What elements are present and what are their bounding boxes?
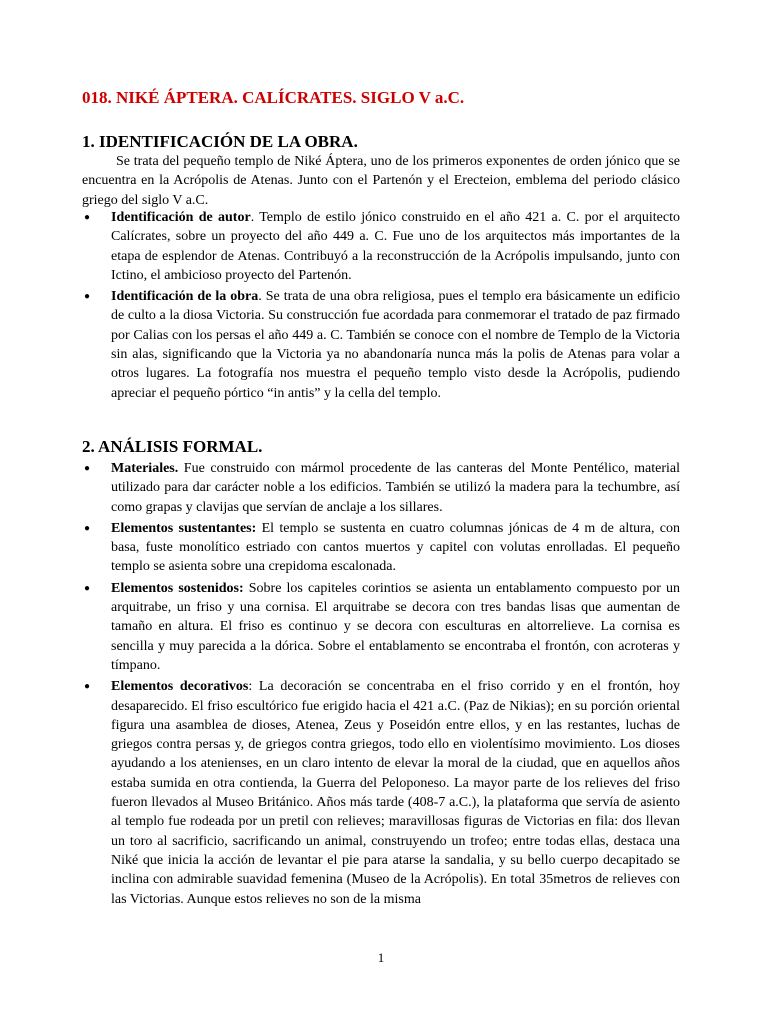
bullet-icon: ● <box>84 463 91 474</box>
section-2-heading: 2. ANÁLISIS FORMAL. <box>82 437 263 456</box>
list-item-obra <box>82 287 680 403</box>
list-item-sostenidos <box>82 579 680 675</box>
bullet-icon: ● <box>84 522 91 534</box>
bullet-icon: ● <box>84 582 91 594</box>
item-label: Identificación de la obra <box>111 289 259 305</box>
list-item-sustentantes <box>82 519 680 577</box>
list-item-materiales <box>82 459 680 517</box>
item-text: . Se trata de una obra religiosa, pues el templo era básicamente un edificio de culto a la diosa Victoria. Su construcción fue acordada para conmemorar el tratado de paz firmado por Calias con los persas el año 449 a. C. También se conoce con el nombre de Templo de la Victoria sin alas, significando que la Victoria ya no abandonaría nunca más la polis de Atenas para volar a otros lugares. La fotografía nos muestra el pequeño templo visto desde la Acrópolis, pudiendo apreciar el pequeño pórtico “in antis” y la cella del templo. <box>111 289 680 401</box>
item-text: Sobre los capiteles corintios se asienta un entablamento compuesto por un arquitrabe, un friso y una cornisa. El arquitrabe se decora con tres bandas lisas que aumentan de tamaño en altura. El friso es continuo y se decora con esculturas en altorrelieve. La cornisa es sencilla y muy parecida a la dórica. Sobre el entablamento se encontraba el frontón, con acroteras y tímpano. <box>111 580 681 673</box>
section-1-intro: Se trata del pequeño templo de Niké Áptera, uno de los primeros exponentes de orden jónico que se encuentra en la Acrópolis de Atenas. Junto con el Partenón y el Erecteion, emblema del periodo clásico griego del siglo V a.C. <box>82 154 680 208</box>
item-text: : La decoración se concentraba en el friso corrido y en el frontón, hoy desaparecido. El friso escultórico fue erigido hacia el 421 a.C. (Paz de Nikias); en su porción oriental figura una asamblea de dioses, Atenea, Zeus y Poseidón entre ellos, y en las restantes, luchas de griegos contra persas y, de griegos contra griegos, todo ello en violentísimo movimiento. Los dioses ayudando a los atenienses, en un claro intento de elevar la moral de la ciudad, que en aquellos años estaba sumida en otra contienda, la Guerra del Peloponeso. La mayor parte de los relieves del friso fueron llevados al Museo Británico. Años más tarde (408-7 a.C.), la plataforma que servía de asiento al templo fue rodeada por un pretil con relieves; maravillosas figuras de Victorias en fila: dos llevan un toro al sacrificio, sacrificando un animal, construyendo un trofeo; entre todas ellas, destaca una Niké que inicia la acción de levantar el pie para atarse la sandalia, y su bello cuerpo decapitado se inclina con admirable suavidad femenina (Museo de la Acrópolis). En total 35metros de relieves con las Victorias. Aunque estos relieves no son de la misma <box>111 679 680 907</box>
page-number: 1 <box>377 950 385 965</box>
item-label: Elementos sustentantes: <box>111 520 257 536</box>
list-item-autor <box>82 208 680 285</box>
bullet-icon: ● <box>84 291 91 303</box>
item-text: Fue construido con mármol procedente de las canteras del Monte Pentélico, material utilizado para dar carácter noble a los edificios. También se utilizó la madera para la techumbre, así como grapas y clavijas que servían de anclaje a los sillares. <box>111 461 680 515</box>
item-text: . Templo de estilo jónico construido en el año 421 a. C. por el arquitecto Calícrates, sobre un proyecto del año 449 a. C. Fue uno de los arquitectos más importantes de la etapa de esplendor de Atenas. Contribuyó a la reconstrucción de la Acrópolis impulsando, junto con Ictino, el ambicioso proyecto del Partenón. <box>111 210 680 283</box>
section-2-list <box>82 459 680 911</box>
bullet-icon: ● <box>84 212 91 223</box>
section-1-list <box>82 208 680 405</box>
item-label: Identificación de autor <box>111 210 251 225</box>
list-item-decorativos <box>82 677 680 909</box>
document-title: 018. NIKÉ ÁPTERA. CALÍCRATES. SIGLO V a.C. <box>82 88 465 107</box>
section-1-heading: 1. IDENTIFICACIÓN DE LA OBRA. <box>82 132 358 151</box>
bullet-icon: ● <box>84 681 91 693</box>
item-label: Elementos sostenidos: <box>111 580 244 596</box>
item-label: Elementos decorativos <box>111 679 249 695</box>
item-label: Materiales. <box>111 461 179 476</box>
item-text: El templo se sustenta en cuatro columnas jónicas de 4 m de altura, con basa, fuste monolítico estriado con cantos muertos y capitel con volutas enrolladas. El pequeño templo se asienta sobre una crepidoma escalonada. <box>111 520 680 575</box>
